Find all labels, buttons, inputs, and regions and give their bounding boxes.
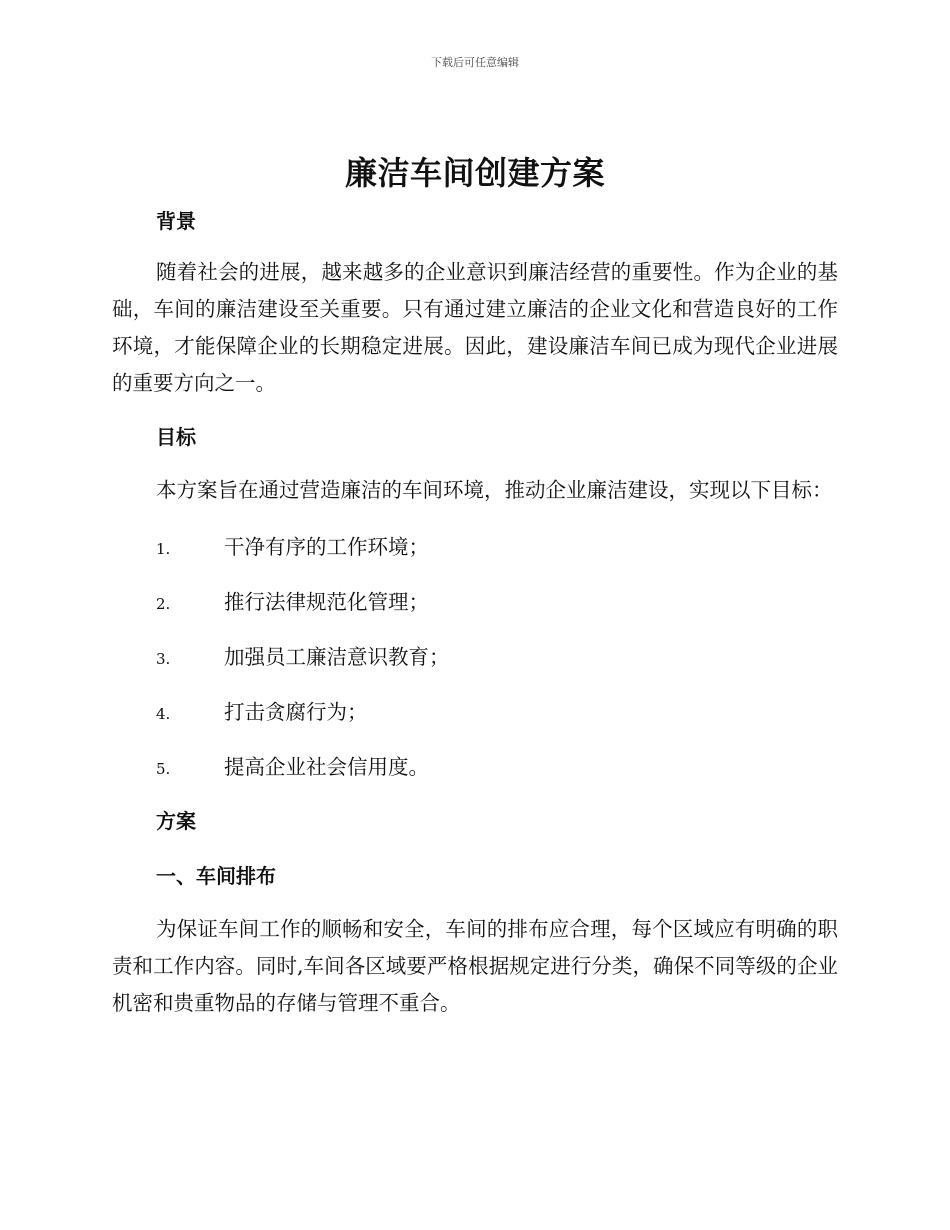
list-item-number: 2.	[156, 595, 171, 613]
section-heading-background: 背景	[156, 209, 196, 233]
list-item-number: 3.	[156, 650, 171, 668]
list-item	[112, 639, 838, 694]
document-body	[112, 150, 838, 1022]
workshop-layout-paragraph: 为保证车间工作的顺畅和安全，车间的排布应合理，每个区域应有明确的职责和工作内容。同时,车间各区域要严格根据规定进行分类，确保不同等级的企业机密和贵重物品的存储与管理不重合。	[112, 917, 838, 1015]
list-item-text: 打击贪腐行为；	[224, 700, 368, 724]
page-header-note: 下载后可任意编辑	[431, 56, 519, 69]
section-heading-plan: 方案	[156, 809, 196, 833]
goals-list	[112, 529, 838, 804]
list-item-number: 5.	[156, 760, 171, 778]
list-item	[112, 584, 838, 639]
list-item-text: 加强员工廉洁意识教育；	[224, 645, 450, 669]
list-item-number: 4.	[156, 705, 171, 723]
subsection-heading-workshop-layout: 一、车间排布	[156, 864, 276, 888]
section-heading-goals: 目标	[156, 425, 196, 449]
list-item-text: 提高企业社会信用度。	[224, 755, 429, 779]
list-item	[112, 529, 838, 584]
list-item-text: 推行法律规范化管理；	[224, 590, 429, 614]
list-item	[112, 694, 838, 749]
document-title: 廉洁车间创建方案	[344, 154, 605, 192]
goals-intro-paragraph: 本方案旨在通过营造廉洁的车间环境，推动企业廉洁建设，实现以下目标：	[156, 478, 833, 502]
list-item-number: 1.	[156, 540, 171, 558]
background-paragraph: 随着社会的进展，越来越多的企业意识到廉洁经营的重要性。作为企业的基础，车间的廉洁建设至关重要。只有通过建立廉洁的企业文化和营造良好的工作环境，才能保障企业的长期稳定进展。因此，建设廉洁车间已成为现代企业进展的重要方向之一。	[112, 260, 838, 395]
list-item-text: 干净有序的工作环境；	[224, 535, 429, 559]
list-item	[112, 749, 838, 804]
